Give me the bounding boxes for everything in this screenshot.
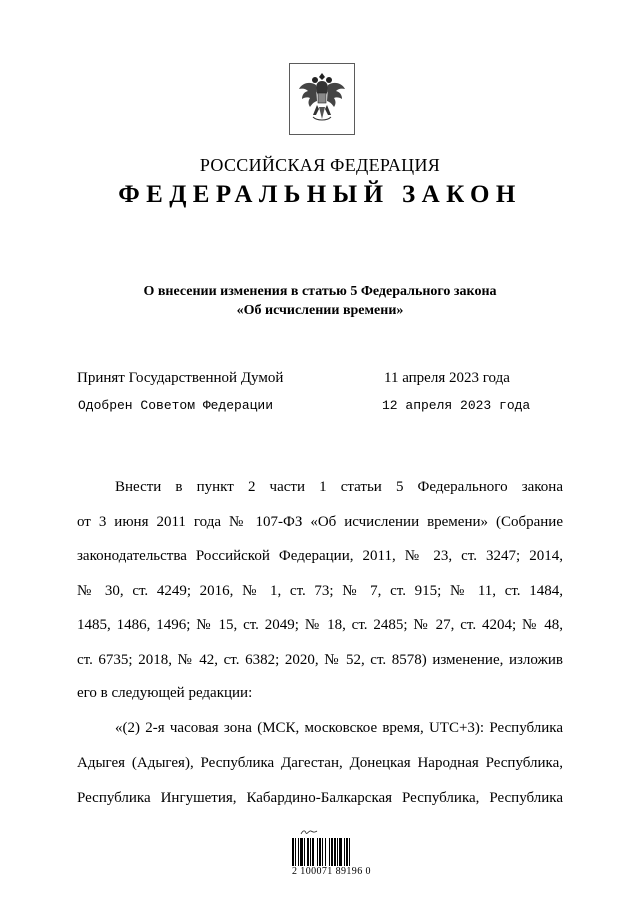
law-title-line-1: О внесении изменения в статью 5 Федерального закона xyxy=(143,284,497,299)
barcode-image xyxy=(292,838,378,866)
document-type: ФЕДЕРАЛЬНЫЙ ЗАКОН xyxy=(118,181,522,208)
duma-adoption-date: 11 апреля 2023 года xyxy=(384,370,510,386)
body-line: от 3 июня 2011 года № 107-ФЗ «Об исчислении времени» (Собрание xyxy=(77,514,563,530)
council-approval-label: Одобрен Советом Федерации xyxy=(78,398,274,413)
council-approval-date: 12 апреля 2023 года xyxy=(382,398,531,413)
country-name: РОССИЙСКАЯ ФЕДЕРАЦИЯ xyxy=(199,155,441,175)
duma-adoption-label: Принят Государственной Думой xyxy=(77,370,284,386)
body-line: «(2) 2-я часовая зона (МСК, московское время, UTC+3): Республика xyxy=(115,720,563,736)
body-line: Адыгея (Адыгея), Республика Дагестан, Донецкая Народная Республика, xyxy=(77,755,563,771)
barcode-block xyxy=(292,828,378,880)
body-line: Республика Ингушетия, Кабардино-Балкарская Республика, Республика xyxy=(77,790,563,806)
body-line: 1485, 1486, 1496; № 15, ст. 2049; № 18, ст. 2485; № 27, ст. 4204; № 48, xyxy=(77,617,563,633)
body-line: его в следующей редакции: xyxy=(77,685,253,701)
law-title-line-2: «Об исчислении времени» xyxy=(236,303,404,318)
body-line: законодательства Российской Федерации, 2011, № 23, ст. 3247; 2014, xyxy=(77,548,563,564)
coat-of-arms-emblem xyxy=(289,63,355,135)
body-line: № 30, ст. 4249; 2016, № 1, ст. 73; № 7, ст. 915; № 11, ст. 1484, xyxy=(77,583,563,599)
barcode-number: 2 100071 89196 0 xyxy=(292,866,371,877)
body-line: ст. 6735; 2018, № 42, ст. 6382; 2020, № 52, ст. 8578) изменение, изложив xyxy=(77,652,563,668)
body-line: Внести в пункт 2 части 1 статьи 5 Федерального закона xyxy=(115,479,563,495)
signature-mark-icon xyxy=(300,828,318,836)
